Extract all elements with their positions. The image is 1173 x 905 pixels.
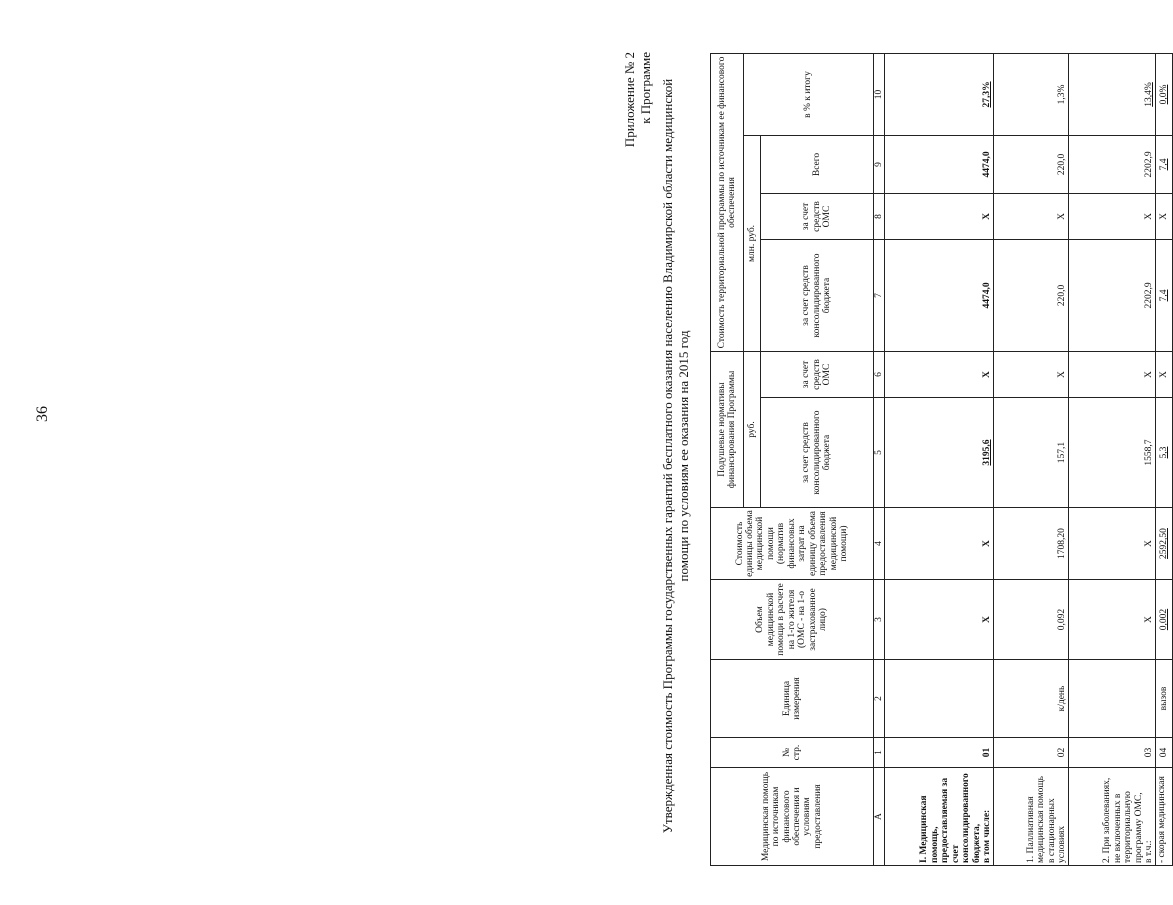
row-label [994, 768, 1069, 866]
title-line-1: Утвержденная стоимость Программы государственных гарантий бесплатного оказания населению Владимирской области медицинской [660, 78, 675, 834]
row-number: 04 [1156, 738, 1173, 768]
cost-table [710, 53, 1173, 866]
table-row [885, 53, 994, 865]
row-unit [885, 660, 994, 738]
header-unit-mln: млн. руб. [744, 135, 761, 351]
header-col-6: за счет средств ОМС [761, 351, 874, 397]
table-row [994, 53, 1069, 865]
header-col-4: Стоимость единицы объема медицинской помощи (норматив финансовых затрат на единицу объема предоставления медицинской помощи) [711, 508, 874, 580]
row-norm-oms: Х [1156, 351, 1173, 397]
row-number: 03 [1069, 738, 1156, 768]
index-cell: 7 [874, 239, 885, 351]
row-cost: 2592,50 [1156, 508, 1173, 580]
row-volume: 0,092 [994, 580, 1069, 660]
table-row [1069, 53, 1156, 865]
header-col-2: Единица измерения [711, 660, 874, 738]
index-cell: 3 [874, 580, 885, 660]
row-norm-budget: 157,1 [994, 398, 1069, 508]
row-label-text: 2. При заболеваниях, не включенных в территориальную программу ОМС, [1102, 777, 1144, 863]
row-unit: вызов [1156, 660, 1173, 738]
row-norm-oms: Х [1069, 351, 1156, 397]
header-col-7: за счет средств консолидированного бюджета [761, 239, 874, 351]
row-number: 01 [885, 738, 994, 768]
header-group-cost: Стоимость территориальной программы по источникам ее финансового обеспечения [711, 53, 744, 351]
row-label [885, 768, 994, 866]
row-total: 220,0 [994, 135, 1069, 193]
index-cell: 6 [874, 351, 885, 397]
header-unit-rub: руб. [744, 351, 761, 507]
index-cell: А [874, 768, 885, 866]
row-percent: 0,0% [1156, 53, 1173, 135]
title-line-2: помощи по условиям ее оказания на 2015 год [676, 330, 692, 582]
row-cost-oms: Х [1156, 193, 1173, 239]
row-number: 02 [994, 738, 1069, 768]
row-cost: Х [1069, 508, 1156, 580]
row-percent: 27,3% [885, 53, 994, 135]
header-col-10: в % к итогу [744, 53, 874, 135]
row-cost-budget: 220,0 [994, 239, 1069, 351]
row-norm-budget: 5,3 [1156, 398, 1173, 508]
row-percent: 1,3% [994, 53, 1069, 135]
row-cost-oms: Х [994, 193, 1069, 239]
row-norm-oms: Х [994, 351, 1069, 397]
row-unit: к/день [994, 660, 1069, 738]
row-percent: 13,4% [1069, 53, 1156, 135]
page-number: 36 [34, 406, 51, 422]
row-volume: 0,002 [1156, 580, 1173, 660]
header-col-a: Медицинская помощь по источникам финансового обеспечения и условиям предоставления [711, 768, 874, 866]
header-col-3: Объем медицинской помощи в расчете на 1-го жителя (ОМС - на 1-о застрахованное лицо) [711, 580, 874, 660]
row-cost-budget: 4474,0 [885, 239, 994, 351]
index-cell: 9 [874, 135, 885, 193]
row-total: 4474,0 [885, 135, 994, 193]
index-cell: 1 [874, 738, 885, 768]
row-cost-budget: 7,4 [1156, 239, 1173, 351]
row-label [1069, 768, 1156, 866]
row-label-tail: в том числе: [982, 809, 992, 863]
column-index-row [874, 53, 885, 865]
index-cell: 5 [874, 398, 885, 508]
row-norm-budget: 3195,6 [885, 398, 994, 508]
row-cost-oms: Х [1069, 193, 1156, 239]
header-col-9: Всего [761, 135, 874, 193]
appendix-line-1: Приложение № 2 [622, 52, 637, 148]
row-norm-budget: 1558,7 [1069, 398, 1156, 508]
row-label-text: - скорая медицинская [1157, 776, 1168, 863]
table-row [1156, 53, 1173, 865]
header-row-1 [711, 53, 744, 865]
row-label-text: 1. Паллиативная медицинская помощь в стационарных условиях [1025, 776, 1067, 863]
index-cell: 8 [874, 193, 885, 239]
row-label-text: I. Медицинская помощь, предоставляемая за счет консолидированного бюджета, [919, 773, 982, 863]
row-label-tail: в т.ч.: [1144, 840, 1154, 863]
row-total: 7,4 [1156, 135, 1173, 193]
row-cost-oms: Х [885, 193, 994, 239]
appendix-line-2: к Программе [637, 52, 653, 124]
header-col-5: за счет средств консолидированного бюджета [761, 398, 874, 508]
row-cost-budget: 2202,9 [1069, 239, 1156, 351]
index-cell: 10 [874, 53, 885, 135]
row-unit [1069, 660, 1156, 738]
rotated-document [622, 46, 1170, 866]
row-norm-oms: Х [885, 351, 994, 397]
row-total: 2202,9 [1069, 135, 1156, 193]
index-cell: 2 [874, 660, 885, 738]
index-cell: 4 [874, 508, 885, 580]
header-group-norm: Подушевые нормативы финансирования Программы [711, 351, 744, 507]
header-col-8: за счет средств ОМС [761, 193, 874, 239]
document-title [660, 46, 693, 866]
header-col-1: № стр. [711, 738, 874, 768]
appendix-note [622, 52, 653, 147]
row-cost: 1708,20 [994, 508, 1069, 580]
row-volume: Х [885, 580, 994, 660]
row-cost: Х [885, 508, 994, 580]
row-label [1156, 768, 1173, 866]
row-volume: Х [1069, 580, 1156, 660]
